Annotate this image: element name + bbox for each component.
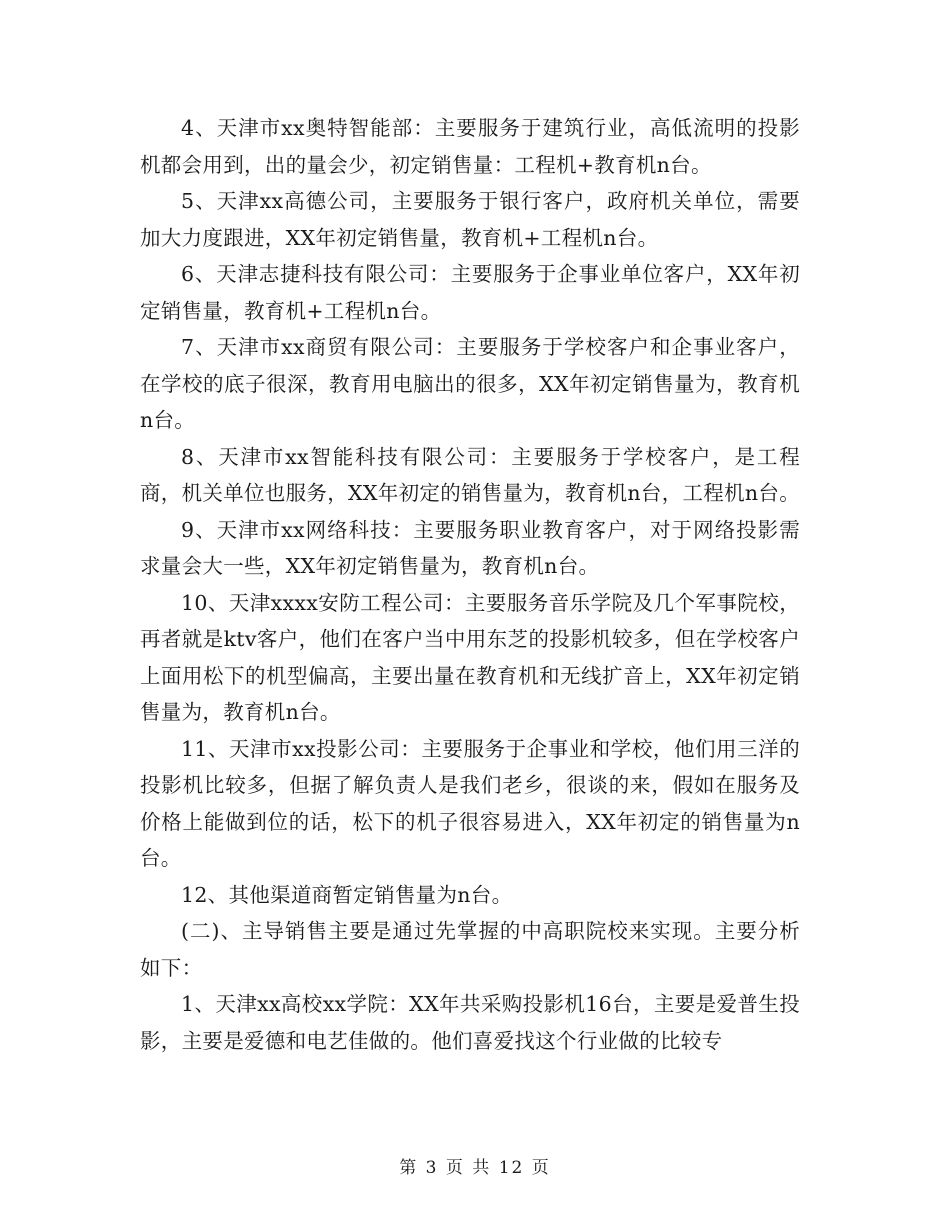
page-footer: 第 3 页 共 12 页 [399, 1158, 551, 1178]
paragraph-item-7: 7、天津市xx商贸有限公司：主要服务于学校客户和企事业客户，在学校的底子很深，教育用电脑出的很多，XX年初定销售量为，教育机n台。 [140, 335, 800, 432]
paragraph-item-8: 8、天津市xx智能科技有限公司：主要服务于学校客户，是工程商，机关单位也服务，XX年初定的销售量为，教育机n台，工程机n台。 [140, 444, 800, 505]
paragraph-item-10: 10、天津xxxx安防工程公司：主要服务音乐学院及几个军事院校，再者就是ktv客户，他们在客户当中用东芝的投影机较多，但在学校客户上面用松下的机型偏高，主要出量在教育机和无线扩音上，XX年初定销售量为，教育机n台。 [140, 590, 800, 724]
paragraph-item-6: 6、天津志捷科技有限公司：主要服务于企事业单位客户，XX年初定销售量，教育机+工程机n台。 [140, 262, 800, 323]
paragraph-item-11: 11、天津市xx投影公司：主要服务于企事业和学校，他们用三洋的投影机比较多，但据了解负责人是我们老乡，很谈的来，假如在服务及价格上能做到位的话，松下的机子很容易进入，XX年初定的销售量为n台。 [140, 736, 800, 870]
section-heading-2: (二)、主导销售主要是通过先掌握的中高职院校来实现。主要分析如下： [140, 919, 800, 980]
paragraph-item-4: 4、天津市xx奥特智能部：主要服务于建筑行业，高低流明的投影机都会用到，出的量会少，初定销售量：工程机+教育机n台。 [140, 116, 800, 177]
paragraph-school-1: 1、天津xx高校xx学院：XX年共采购投影机16台，主要是爱普生投影，主要是爱德和电艺佳做的。他们喜爱找这个行业做的比较专 [140, 992, 800, 1053]
paragraph-item-9: 9、天津市xx网络科技：主要服务职业教育客户，对于网络投影需求量会大一些，XX年初定销售量为，教育机n台。 [140, 517, 800, 578]
body-text [140, 110, 800, 1059]
paragraph-item-12: 12、其他渠道商暂定销售量为n台。 [181, 882, 513, 907]
paragraph-item-5: 5、天津xx高德公司，主要服务于银行客户，政府机关单位，需要加大力度跟进，XX年初定销售量，教育机+工程机n台。 [140, 189, 800, 250]
